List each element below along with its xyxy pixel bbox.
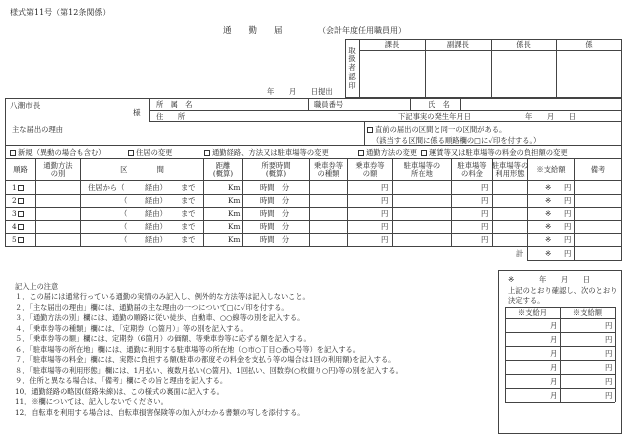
reason-option-route[interactable]: 通勤経路、方法又は駐車場等の変更: [204, 149, 329, 156]
submit-date: 年 月 日提出: [267, 87, 333, 96]
same-route-option[interactable]: 直前の届出の区間と同一の区間がある。: [367, 126, 506, 133]
table-row-1: 1: [12, 184, 26, 191]
checkbox-icon[interactable]: [367, 127, 373, 133]
col-header-ticket-type: 乗車券等 の種類: [313, 160, 344, 178]
col-header-duration: 所要時間 (概算): [261, 160, 291, 178]
handler-stamp-label: 取 扱 者 認 印: [348, 45, 356, 90]
total-label: 計: [516, 249, 524, 258]
name-input[interactable]: [461, 99, 621, 109]
col-header-parking-fee: 駐車場等 の料金: [457, 160, 487, 178]
col-header-ticket-amount: 乗車券等 の額: [355, 160, 385, 178]
col-header-distance: 距離 (概算): [212, 160, 234, 178]
checkbox-icon[interactable]: [18, 198, 24, 204]
checkbox-icon[interactable]: [18, 185, 24, 191]
total-amount: 円: [564, 249, 572, 258]
notes-title: 記入上の注意: [15, 282, 59, 291]
address-input[interactable]: [215, 111, 395, 121]
reason-option-new[interactable]: 新規（異動の場合も含む）: [10, 149, 106, 156]
col-header-section: 区 間: [120, 164, 164, 174]
staff-number-label: 職員番号: [314, 100, 344, 109]
addressee-honorific: 様: [133, 108, 141, 117]
col-header-allowance: ※支給額: [536, 164, 566, 174]
reason-option-fare[interactable]: 運賃等又は駐車場等の料金の負担額の変更: [421, 149, 568, 156]
col-header-remarks: 備考: [590, 164, 606, 174]
approver-deputy-chief: 副課長: [447, 40, 469, 50]
col-header-method: 通勤方法 の別: [43, 160, 73, 178]
form-title: 通 勤 届: [223, 26, 283, 36]
table-row-3: 3: [12, 210, 26, 217]
confirm-date[interactable]: 年 月 日: [539, 275, 591, 284]
reason-label: 主な届出の理由: [12, 125, 64, 134]
checkbox-icon[interactable]: [18, 211, 24, 217]
approver-section-chief: 課長: [384, 40, 400, 50]
address-label: 住 所: [156, 112, 186, 121]
confirm-col-month: ※支給月: [517, 308, 548, 318]
affiliation-label: 所 属 名: [156, 100, 193, 109]
reason-option-residence[interactable]: 住居の変更: [128, 149, 172, 156]
checkbox-icon[interactable]: [421, 150, 427, 156]
checkbox-icon[interactable]: [128, 150, 134, 156]
table-row-4: 4: [12, 223, 26, 230]
table-row-2: 2: [12, 197, 26, 204]
table-row-5: 5: [12, 236, 26, 243]
same-route-instruction: （該当する区間に係る順路欄の□に✓印を付する。）: [372, 136, 541, 145]
name-label: 氏 名: [428, 100, 450, 109]
event-date-value[interactable]: 年 月 日: [525, 112, 577, 121]
affiliation-input[interactable]: [215, 99, 307, 109]
addressee: 八潮市長: [10, 101, 41, 110]
col-header-parking-usage: 駐車場等の 利用形態: [491, 160, 529, 178]
checkbox-icon[interactable]: [18, 224, 24, 230]
col-header-route: 順路: [13, 164, 28, 174]
staff-number-input[interactable]: [356, 99, 409, 109]
notes-list: １．この届には通常行っている通勤の実情のみ記入し、例外的な方法等は記入しないこと。 ２．「主な届出の理由」欄には、通勤届の主な理由の一つについて□に✓印を付する。 ３．「通勤方法の別」欄には、通勤の順路に従い徒歩、自動車、○○線等の別を記入する。 ４．「乗車券等の種類」欄には、「定期券（○箇月）」等の別を記入する。 ５．「乗車券等の額」欄には、定期券（6箇月）の価額、等乗車券等に応ずる額を記入する。 ６．「駐車場等の所在地」欄には、通勤に利用する駐車場等の所在地（○市○丁目○番○号等）を記入する。 ７．「駐車場等の料金」欄には、実際に負担する額(駐車の都度その料金を支払う等の場合は1回の利用額)を記入する。 ８．「駐車場等の利用形態」欄には、1月払い、複数月払い(○箇月)、1回払い、回数券(○枚綴り○円)等の別を記入する。 ９．住所と異なる場合は、「備考」欄にその旨と理由を記入する。 10．通勤経路の略図(経路朱線)は、この様式の裏面に記入する。 11．※欄については、記入しないでください。 12．自転車を利用する場合は、自転車損害保険等の加入がわかる書類の写しを添付する。: [15, 292, 403, 417]
approver-staff: 係: [585, 40, 593, 50]
checkbox-icon[interactable]: [10, 150, 16, 156]
approver-unit-chief: 係長: [516, 40, 531, 50]
checkbox-icon[interactable]: [204, 150, 210, 156]
form-number: 様式第11号（第12条関係）: [10, 8, 111, 17]
checkbox-icon[interactable]: [18, 237, 24, 243]
form-title-note: （会計年度任用職員用）: [318, 26, 406, 35]
confirm-col-amount: ※支給額: [572, 308, 603, 318]
event-date-label: 下記事実の発生年月日: [398, 112, 471, 121]
col-header-parking-location: 駐車場等の 所在地: [403, 160, 441, 178]
reason-option-method[interactable]: 通勤方法の変更: [358, 149, 417, 156]
checkbox-icon[interactable]: [358, 150, 364, 156]
